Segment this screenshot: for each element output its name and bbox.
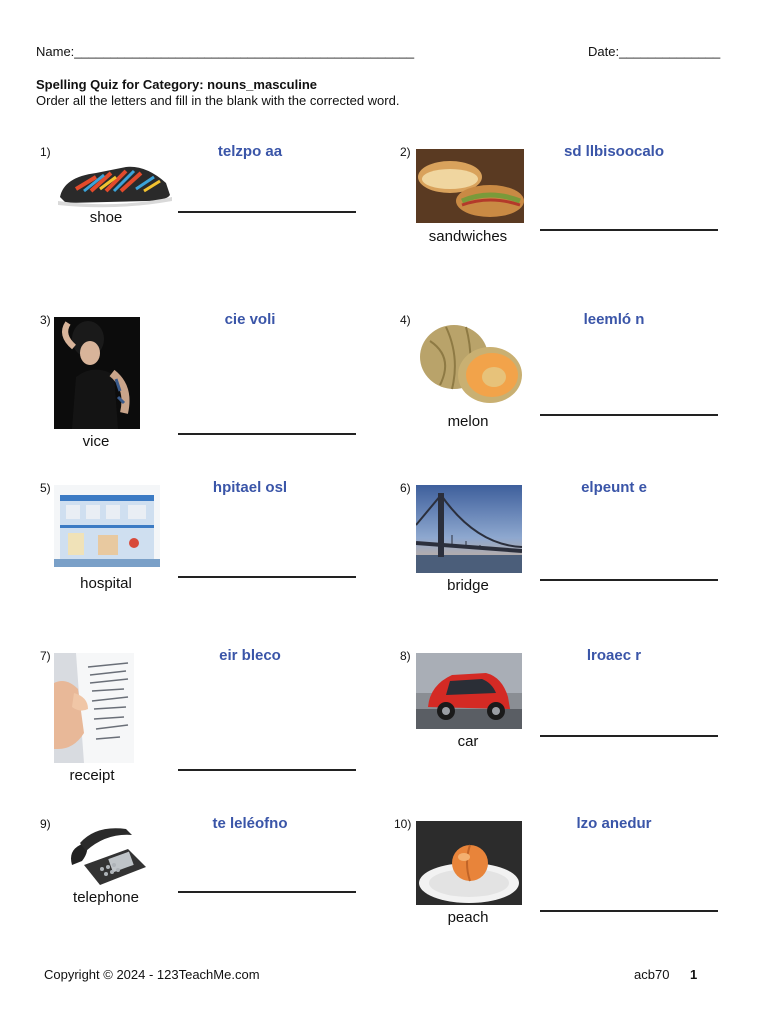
scrambled-word: hpitael osl — [212, 479, 288, 496]
answer-blank[interactable] — [540, 414, 718, 416]
quiz-title: Spelling Quiz for Category: nouns_masculine — [36, 77, 317, 92]
car-image — [416, 653, 522, 729]
sandwiches-image — [416, 149, 524, 223]
bridge-image — [416, 485, 522, 573]
item-word: car — [457, 733, 479, 750]
peach-image — [416, 821, 522, 905]
item-number: 5) — [40, 481, 51, 495]
item-number: 10) — [394, 817, 412, 831]
page-number: 1 — [690, 967, 698, 982]
answer-blank[interactable] — [178, 433, 356, 435]
item-number: 8) — [400, 649, 411, 663]
receipt-image — [54, 653, 134, 763]
answer-blank[interactable] — [178, 891, 356, 893]
item-word: peach — [447, 909, 489, 926]
item-word: melon — [447, 413, 489, 430]
item-number: 1) — [40, 145, 51, 159]
item-word: hospital — [80, 575, 132, 592]
worksheet-code: acb70 — [634, 967, 670, 982]
answer-blank[interactable] — [540, 229, 718, 231]
answer-blank[interactable] — [178, 769, 356, 771]
scrambled-word: sd llbisoocalo — [563, 143, 665, 160]
answer-blank[interactable] — [178, 576, 356, 578]
item-word: sandwiches — [428, 228, 508, 245]
item-word: receipt — [69, 767, 115, 784]
item-number: 6) — [400, 481, 411, 495]
scrambled-word: cie voli — [224, 311, 276, 328]
quiz-item-2 — [400, 145, 760, 305]
quiz-item-9 — [40, 817, 400, 977]
item-word: bridge — [447, 577, 489, 594]
scrambled-word: eir bleco — [219, 647, 281, 664]
item-number: 4) — [400, 313, 411, 327]
telephone-image — [66, 821, 150, 887]
scrambled-word: elpeunt e — [581, 479, 647, 496]
item-number: 7) — [40, 649, 51, 663]
item-number: 2) — [400, 145, 411, 159]
scrambled-word: telzpo aa — [217, 143, 283, 160]
item-word: vice — [82, 433, 110, 450]
scrambled-word: lroaec r — [586, 647, 642, 664]
quiz-item-3 — [40, 313, 400, 473]
quiz-instructions: Order all the letters and fill in the blank with the corrected word. — [36, 93, 400, 108]
quiz-item-5 — [40, 481, 400, 641]
scrambled-word: te leléofno — [212, 815, 288, 832]
item-word: telephone — [73, 889, 139, 906]
quiz-item-8 — [400, 649, 760, 809]
scrambled-word: leemló n — [583, 311, 645, 328]
item-word: shoe — [89, 209, 123, 226]
melon-image — [416, 317, 526, 409]
hospital-image — [54, 485, 160, 567]
vice-image — [54, 317, 140, 429]
answer-blank[interactable] — [540, 579, 718, 581]
copyright-notice: Copyright © 2024 - 123TeachMe.com — [44, 967, 260, 982]
scrambled-word: lzo anedur — [576, 815, 652, 832]
date-field-label: Date:______________ — [588, 44, 721, 59]
answer-blank[interactable] — [540, 735, 718, 737]
quiz-item-7 — [40, 649, 400, 809]
quiz-item-1 — [40, 145, 400, 305]
item-number: 3) — [40, 313, 51, 327]
answer-blank[interactable] — [540, 910, 718, 912]
quiz-item-10 — [394, 815, 760, 977]
name-field-label: Name:_______________________________________________ — [36, 44, 415, 59]
item-number: 9) — [40, 817, 51, 831]
shoe-image — [56, 159, 176, 209]
quiz-item-6 — [400, 481, 760, 641]
answer-blank[interactable] — [178, 211, 356, 213]
quiz-item-4 — [400, 313, 760, 473]
